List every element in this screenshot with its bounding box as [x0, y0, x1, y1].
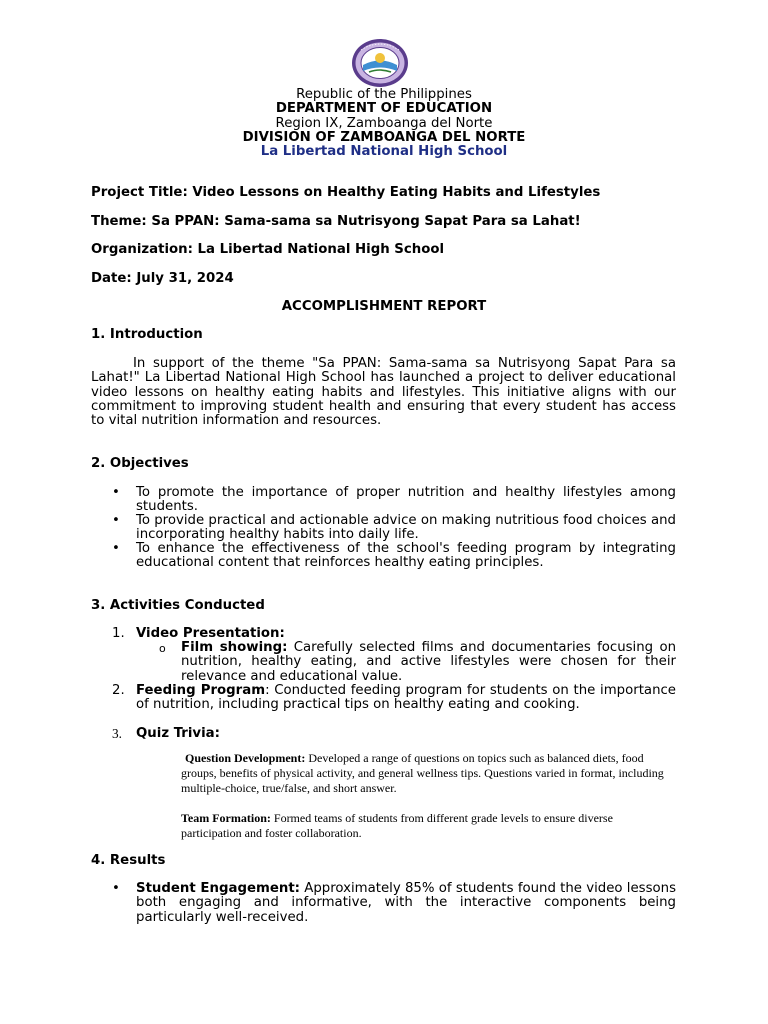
report-date: Date: July 31, 2024: [91, 271, 234, 286]
question-development: [181, 751, 676, 797]
introduction-heading: 1. Introduction: [91, 327, 203, 342]
film-showing-item: [181, 641, 676, 684]
organization: Organization: La Libertad National High School: [91, 242, 445, 257]
activity-number: 3.: [112, 726, 122, 741]
question-development-text: Developed a range of questions on topics such as balanced diets, food groups, benefits of physical activity, and general wellness tips. Questions varied in format, including multiple-choice, true/false, and short answer.: [181, 751, 664, 796]
project-theme: Theme: Sa PPAN: Sama-sama sa Nutrisyong Sapat Para sa Lahat!: [91, 214, 581, 229]
objective-bullet: •: [112, 513, 120, 528]
objective-bullet: •: [112, 541, 120, 556]
division-line: DIVISION OF ZAMBOANGA DEL NORTE: [242, 130, 526, 145]
question-development-lead: Question Development:: [185, 751, 306, 765]
department-line: DEPARTMENT OF EDUCATION: [275, 101, 493, 116]
team-formation: [181, 811, 676, 841]
region-line: Region IX, Zamboanga del Norte: [275, 116, 493, 131]
deped-seal-logo: [351, 38, 409, 88]
objective-bullet: •: [112, 485, 120, 500]
result-item: [136, 882, 676, 925]
result-lead: Student Engagement:: [136, 881, 300, 896]
country-line: Republic of the Philippines: [296, 87, 472, 102]
team-formation-lead: Team Formation:: [181, 811, 271, 825]
result-text: Approximately 85% of students found the video lessons both engaging and informative, with the interactive components being particularly well-received.: [136, 881, 676, 925]
activity-title-video: Video Presentation:: [136, 626, 285, 641]
film-showing-title: Film showing:: [181, 640, 288, 655]
activities-heading: 3. Activities Conducted: [91, 598, 265, 613]
project-title: Project Title: Video Lessons on Healthy Eating Habits and Lifestyles: [91, 185, 601, 200]
activity-title-quiz: Quiz Trivia:: [136, 726, 220, 741]
report-title: ACCOMPLISHMENT REPORT: [281, 299, 487, 314]
objective-item: To provide practical and actionable advice on making nutritious food choices and incorporating healthy habits into daily life.: [136, 513, 676, 543]
activity-number: 2.: [112, 683, 125, 698]
sub-bullet-marker: o: [159, 642, 166, 655]
result-bullet: •: [112, 881, 120, 896]
results-heading: 4. Results: [91, 853, 166, 868]
objective-item: To promote the importance of proper nutrition and healthy lifestyles among students.: [136, 485, 676, 515]
feeding-program-item: [136, 684, 676, 713]
objectives-heading: 2. Objectives: [91, 456, 189, 471]
activity-number: 1.: [112, 626, 125, 641]
team-formation-text: Formed teams of students from different grade levels to ensure diverse participation and foster collaboration.: [181, 811, 613, 841]
school-name: La Libertad National High School: [260, 144, 508, 159]
feeding-program-text: : Conducted feeding program for students on the importance of nutrition, including practical tips on healthy eating and cooking.: [136, 683, 676, 713]
feeding-program-title: Feeding Program: [136, 683, 266, 698]
introduction-text: In support of the theme "Sa PPAN: Sama-sama sa Nutrisyong Sapat Para sa Lahat!" La Libertad National High School has launched a project to deliver educational video lessons on healthy eating habits and lifestyles. This initiative aligns with our commitment to improving student health and ensuring that every student has access to vital nutrition information and resources.: [91, 356, 676, 429]
objective-item: To enhance the effectiveness of the school's feeding program by integrating educational content that reinforces healthy eating principles.: [136, 541, 676, 571]
film-showing-text: Carefully selected films and documentaries focusing on nutrition, healthy eating, and active lifestyles were chosen for their relevance and educational value.: [181, 640, 677, 684]
